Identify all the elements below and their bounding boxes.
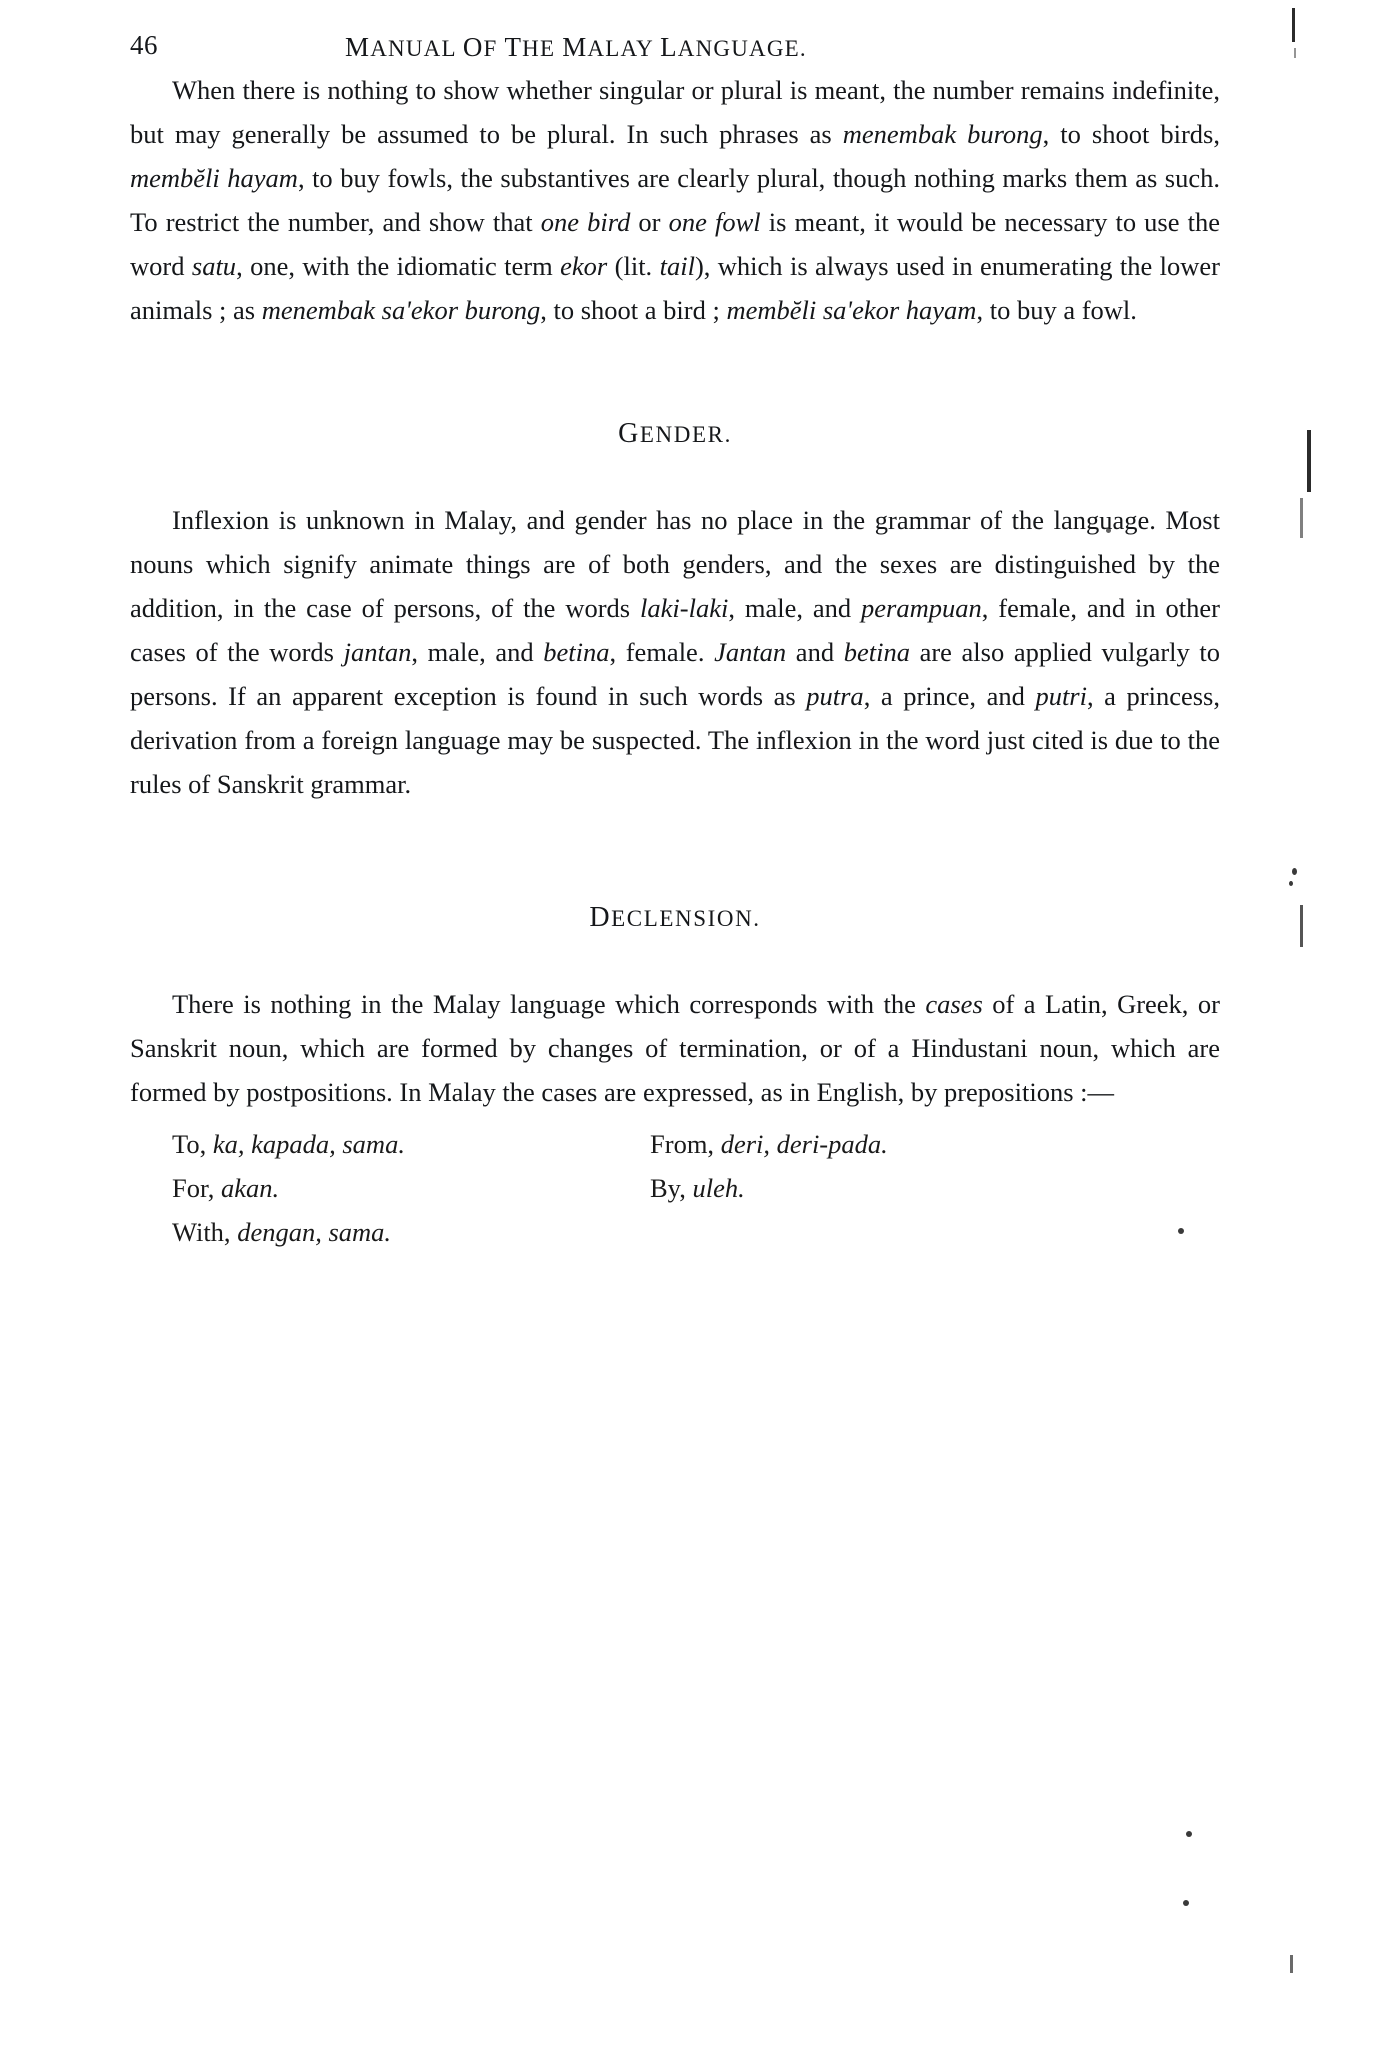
section-spacer — [130, 332, 1220, 418]
scan-artifact-mark — [1300, 498, 1303, 538]
scan-artifact-speck — [1186, 1831, 1192, 1837]
scan-artifact-mark — [1290, 1955, 1293, 1973]
page-header — [130, 22, 1220, 68]
case-item-from: From, deri, deri-pada. — [650, 1129, 888, 1159]
scan-artifact-speck — [1183, 1900, 1189, 1906]
paragraph-gender: Inflexion is unknown in Malay, and gender has no place in the grammar of the language. Most nouns which signify animate things are of both genders, and the sexes are distinguished by the addition, in the case of persons, of the words laki-laki, male, and perampuan, female, and in other cases of the words jantan, male, and betina, female. Jantan and betina are also applied vulgarly to persons. If an apparent exception is found in such words as putra, a prince, and putri, a princess, derivation from a foreign language may be suspected. The inflexion in the word just cited is due to the rules of Sanskrit grammar. — [130, 505, 1221, 799]
case-item-for: For, akan. — [172, 1173, 280, 1203]
case-item-with: With, dengan, sama. — [172, 1217, 392, 1247]
scan-artifact-mark — [1307, 430, 1311, 492]
case-list-row — [130, 1210, 1220, 1254]
page-content — [130, 22, 1220, 1254]
paragraph-declension: There is nothing in the Malay language which corresponds with the cases of a Latin, Greek, or Sanskrit noun, which are formed by changes of termination, or of a Hindustani noun, which are formed by postpositions. In Malay the cases are expressed, as in English, by prepositions :— — [130, 989, 1220, 1107]
case-item-to: To, ka, kapada, sama. — [172, 1129, 405, 1159]
case-list-row — [130, 1166, 1220, 1210]
scan-artifact-mark — [1294, 48, 1296, 58]
section-spacer — [130, 450, 1220, 498]
case-item-by: By, uleh. — [650, 1173, 745, 1203]
scan-artifact-mark — [1292, 8, 1295, 42]
section-spacer — [130, 934, 1220, 982]
paragraph-number-plural: When there is nothing to show whether singular or plural is meant, the number remains indefinite, but may generally be assumed to be plural. In such phrases as menembak burong, to shoot birds, membĕli hayam, to buy fowls, the substantives are clearly plural, though nothing marks them as such. To restrict the number, and show that one bird or one fowl is meant, it would be necessary to use the word satu, one, with the idiomatic term ekor (lit. tail), which is always used in enumerating the lower animals ; as menembak sa'ekor burong, to shoot a bird ; membĕli sa'ekor hayam, to buy a fowl. — [130, 75, 1220, 325]
case-item-empty — [650, 1210, 1220, 1254]
section-heading-declension: DECLENSION. — [589, 902, 761, 933]
section-heading-gender: GENDER. — [618, 418, 732, 449]
scan-artifact-speck — [1292, 868, 1297, 875]
section-spacer — [130, 806, 1220, 902]
folio-number: 46 — [130, 30, 158, 60]
scan-artifact-speck — [1289, 881, 1293, 886]
running-head: MANUAL OF THE MALAY LANGUAGE. — [345, 32, 807, 62]
scan-artifact-mark — [1300, 905, 1303, 947]
case-preposition-list — [130, 1122, 1220, 1254]
case-list-row — [130, 1122, 1220, 1166]
